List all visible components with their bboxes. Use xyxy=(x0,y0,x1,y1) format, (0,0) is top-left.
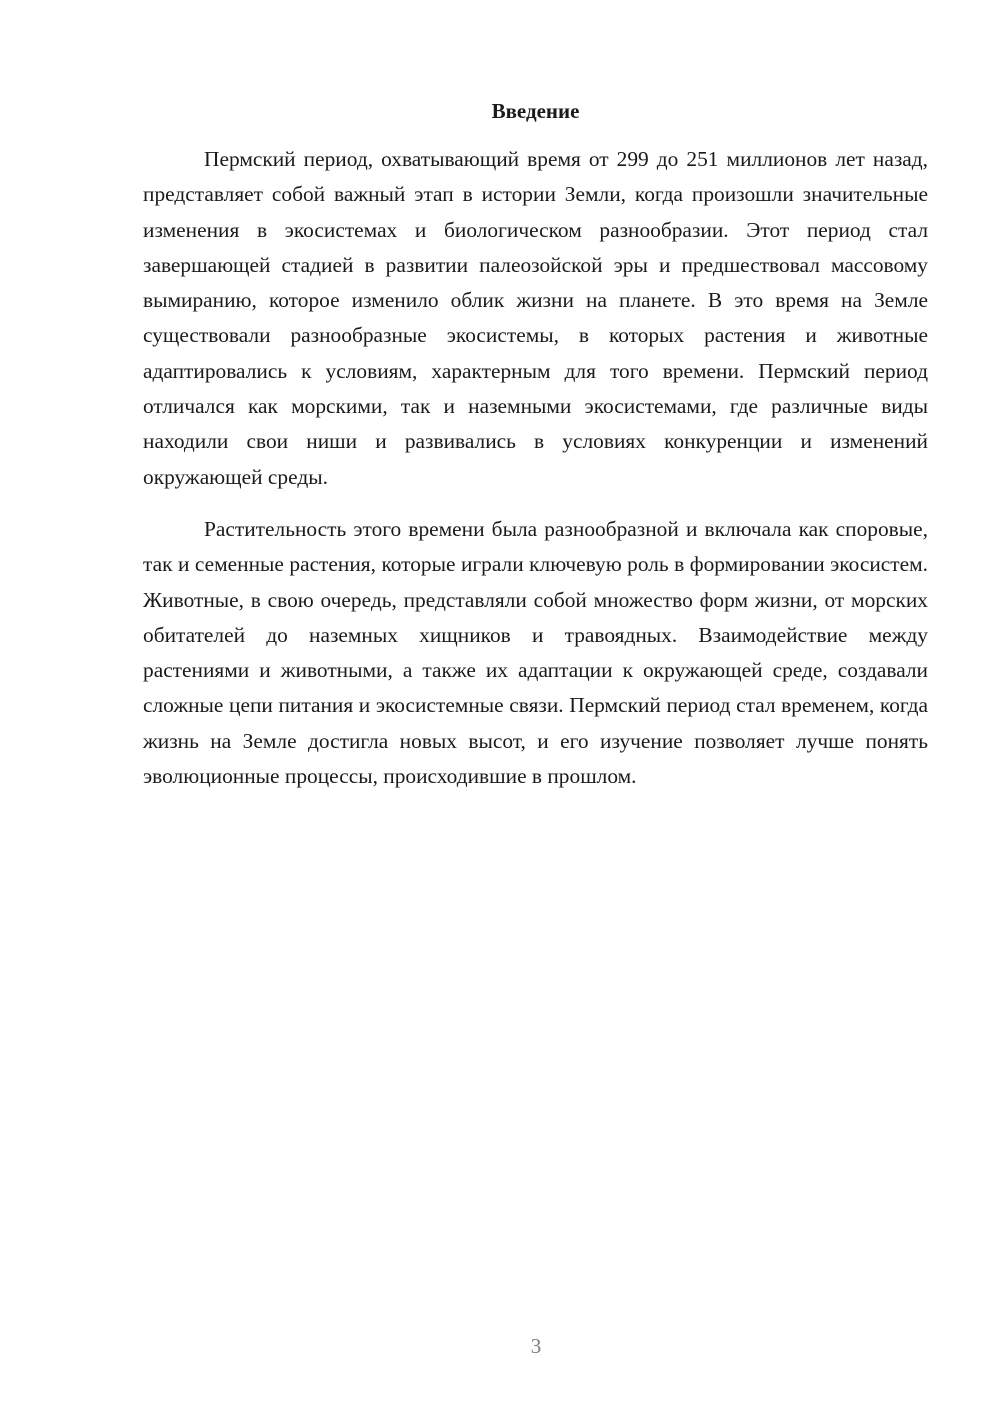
page-number: 3 xyxy=(530,1334,542,1358)
body-text xyxy=(143,142,928,811)
paragraph-1: Пермский период, охватывающий время от 299 до 251 миллионов лет назад, представляет собой важный этап в истории Земли, когда произошли значительные изменения в экосистемах и биологическом разнообразии. Этот период стал завершающей стадией в развитии палеозойской эры и предшествовал массовому вымиранию, которое изменило облик жизни на планете. В это время на Земле существовали разнообразные экосистемы, в которых растения и животные адаптировались к условиям, характерным для того времени. Пермский период отличался как морскими, так и наземными экосистемами, где различные виды находили свои ниши и развивались в условиях конкуренции и изменений окружающей среды. xyxy=(143,147,928,489)
section-heading: Введение xyxy=(491,99,580,123)
paragraph-2: Растительность этого времени была разнообразной и включала как споровые, так и семенные растения, которые играли ключевую роль в формировании экосистем. Животные, в свою очередь, представляли собой множество форм жизни, от морских обитателей до наземных хищников и травоядных. Взаимодействие между растениями и животными, а также их адаптации к окружающей среде, создавали сложные цепи питания и экосистемные связи. Пермский период стал временем, когда жизнь на Земле достигла новых высот, и его изучение позволяет лучше понять эволюционные процессы, происходившие в прошлом. xyxy=(143,516,928,789)
